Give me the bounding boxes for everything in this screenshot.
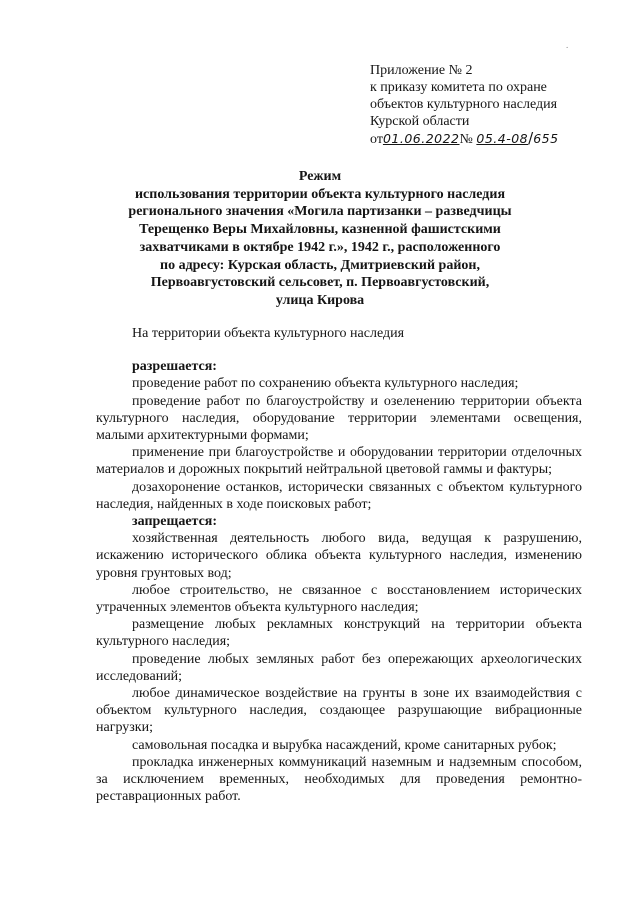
title-line: захватчиками в октябре 1942 г.», 1942 г., расположенного bbox=[139, 239, 501, 255]
date-prefix: от bbox=[370, 132, 383, 147]
title-line: Терещенко Веры Михайловны, казненной фашистскими bbox=[139, 222, 501, 238]
allowed-item: дозахоронение останков, исторически связанных с объектом культурного наследия, найденных в ходе поисковых работ; bbox=[96, 479, 582, 512]
allowed-item: проведение работ по благоустройству и озеленению территории объекта культурного наследия, оборудование территории элементами освещения, малыми архитектурными формами; bbox=[96, 393, 582, 444]
document-body bbox=[96, 318, 582, 805]
prohibited-item: прокладка инженерных коммуникаций наземным и надземным способом, за исключением временных, необходимых для проведения ремонтно-реставрационных работ. bbox=[96, 754, 582, 805]
title-line: Первоавгустовский сельсовет, п. Первоавгустовский, bbox=[150, 275, 490, 291]
appendix-number: Приложение № 2 bbox=[370, 63, 473, 78]
title-line: Режим bbox=[298, 169, 342, 184]
handwritten-slash: / bbox=[528, 129, 534, 147]
title-line: по адресу: Курская область, Дмитриевский район, bbox=[160, 257, 480, 273]
handwritten-order-number: 05.4-08 bbox=[476, 131, 529, 146]
allowed-item: проведение работ по сохранению объекта культурного наследия; bbox=[132, 376, 519, 392]
prohibited-item: самовольная посадка и вырубка насаждений, кроме санитарных рубок; bbox=[132, 737, 557, 753]
title-line: регионального значения «Могила партизанки – разведчицы bbox=[128, 204, 512, 220]
number-sign: № bbox=[459, 132, 473, 147]
appendix-header bbox=[370, 62, 632, 148]
prohibited-item: размещение любых рекламных конструкций на территории объекта культурного наследия; bbox=[96, 617, 582, 650]
document-title bbox=[110, 168, 530, 310]
title-line: улица Кирова bbox=[275, 292, 365, 308]
intro-paragraph: На территории объекта культурного наследия bbox=[132, 326, 405, 341]
page-corner-mark: . bbox=[566, 40, 569, 50]
region-line: Курской области bbox=[370, 114, 470, 129]
prohibited-heading: запрещается: bbox=[132, 514, 218, 530]
prohibited-item: любое строительство, не связанное с восстановлением исторических утраченных элементов объекта культурного наследия; bbox=[96, 582, 582, 616]
handwritten-date: 01.06.2022 bbox=[382, 131, 460, 146]
prohibited-item: хозяйственная деятельность любого вида, ведущая к разрушению, искажению исторического облика объекта культурного наследия, изменению уровня грунтовых вод; bbox=[96, 531, 582, 581]
committee-line: объектов культурного наследия bbox=[370, 97, 558, 112]
allowed-item: применение при благоустройстве и оборудовании территории отделочных материалов и дорожных покрытий нейтральной цветовой гаммы и фактуры; bbox=[96, 445, 582, 478]
prohibited-item: проведение любых земляных работ без опережающих археологических исследований; bbox=[96, 651, 582, 684]
handwritten-order-suffix: 655 bbox=[533, 131, 559, 146]
allowed-heading: разрешается: bbox=[132, 359, 217, 375]
prohibited-item: любое динамическое воздействие на грунты в зоне их взаимодействия с объектом культурного наследия, создающее разрушающие вибрационные нагрузки; bbox=[96, 686, 582, 736]
order-date-number-line bbox=[370, 130, 632, 148]
title-line: использования территории объекта культурного наследия bbox=[134, 186, 506, 202]
order-reference-line: к приказу комитета по охране bbox=[370, 80, 547, 95]
